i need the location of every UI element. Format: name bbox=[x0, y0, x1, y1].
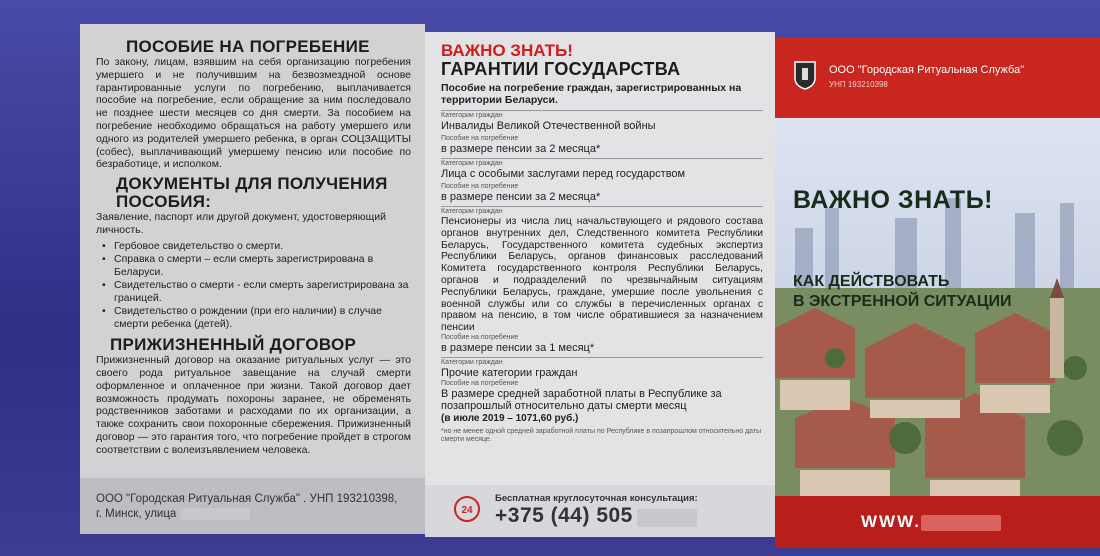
phone-24-label: 24 bbox=[461, 505, 473, 516]
cover-footer bbox=[775, 496, 1100, 548]
category-value: Лица с особыми заслугами перед государством bbox=[441, 168, 686, 180]
funeral-allowance-heading: ПОСОБИЕ НА ПОГРЕБЕНИЕ bbox=[126, 37, 370, 56]
category-label: Категории граждан bbox=[441, 208, 503, 215]
unp-number: УНП 193210398 bbox=[829, 80, 888, 89]
amount-label: Пособие на погребение bbox=[441, 333, 519, 341]
footnote: *но не менее одной средней заработной платы по Республике в позапрошлом относительно даты смерти месяце. bbox=[441, 428, 762, 444]
category-label: Категории граждан bbox=[441, 112, 503, 119]
category-value: Пенсионеры из числа лиц начальствующего и рядового состава органов внутренних дел, Следственного комитета Республики Беларусь, Государственного комитета судебных экспертиз Республики Беларусь, органов финансовых расследований Комитета государственного контроля Республики Беларусь, органов и подразделений по чрезвычайным ситуациям Республики Беларусь, граждане, умершие после увольнения с военной службы или со службы в перечисленных органах с правом на пенсию, в том числе обратившиеся за назначением пенсии bbox=[441, 216, 763, 334]
list-item bbox=[441, 206, 763, 354]
consultation-label: Бесплатная круглосуточная консультация: bbox=[495, 493, 698, 504]
shield-logo-icon bbox=[793, 60, 817, 90]
cover-subline bbox=[793, 272, 1012, 312]
left-panel bbox=[80, 24, 425, 534]
middle-panel bbox=[425, 32, 775, 537]
category-value: Прочие категории граждан bbox=[441, 367, 578, 380]
amount-label: Пособие на погребение bbox=[441, 379, 519, 387]
brand-name: ООО "Городская Ритуальная Служба" bbox=[829, 64, 1025, 76]
category-label: Категории граждан bbox=[441, 359, 503, 367]
important-heading: ВАЖНО ЗНАТЬ! bbox=[441, 41, 573, 60]
cover-subline-1: КАК ДЕЙСТВОВАТЬ bbox=[793, 273, 950, 290]
amount-value: в размере пенсии за 2 месяца* bbox=[441, 142, 601, 155]
brochure bbox=[80, 20, 1100, 550]
amount-value: В размере средней заработной платы в Республике за позапрошлый относительно даты смерти месяц bbox=[441, 387, 722, 413]
documents-text: Заявление, паспорт или другой документ, удостоверяющий личность. bbox=[96, 211, 386, 236]
middle-footer bbox=[425, 485, 775, 537]
amount-label: Пособие на погребение bbox=[441, 134, 519, 142]
blurred-website bbox=[921, 515, 1001, 531]
address-line: г. Минск, улица bbox=[96, 508, 177, 520]
blurred-phone bbox=[637, 509, 697, 527]
list-item bbox=[441, 158, 763, 203]
guarantees-subtitle: Пособие на погребение граждан, зарегистрированных на территории Беларуси. bbox=[441, 82, 742, 106]
company-line: ООО "Городская Ритуальная Служба" . УНП 193210398, bbox=[96, 493, 398, 505]
website-link[interactable] bbox=[861, 512, 1001, 532]
category-label: Категории граждан bbox=[441, 160, 503, 167]
lifetime-contract-text: Прижизненный договор на оказание ритуальных услуг — это своего рода ритуальное завещание на случай смерти оформленное и оплаченное при жизни. Такой договор дает возможность продумать похороны заранее, не обременять родственников заботами и расходами по их организации, а также сохранить свои похоронные сбережения. Прижизненный договор — это гарантия того, что погребение пройдет в строгом соответствии с волеизъявлением человека. bbox=[96, 354, 411, 456]
phone-24-icon bbox=[453, 495, 481, 523]
list-item bbox=[441, 110, 763, 155]
list-item: • Свидетельство о смерти - если смерть зарегистрирована за границей. bbox=[114, 279, 411, 304]
list-item: • Свидетельство о рождении (при его наличии) в случае смерти ребенка (детей). bbox=[114, 305, 411, 330]
left-footer bbox=[80, 478, 425, 534]
cover-subline-2: В ЭКСТРЕННОЙ СИТУАЦИИ bbox=[793, 293, 1012, 310]
list-item bbox=[441, 357, 763, 425]
list-item: • Гербовое свидетельство о смерти. bbox=[114, 240, 411, 253]
lifetime-contract-heading: ПРИЖИЗНЕННЫЙ ДОГОВОР bbox=[110, 335, 357, 355]
phone-number[interactable]: +375 (44) 505 bbox=[495, 504, 633, 527]
category-value: Инвалиды Великой Отечественной войны bbox=[441, 120, 656, 132]
amount-label: Пособие на погребение bbox=[441, 182, 519, 190]
documents-list bbox=[96, 240, 411, 331]
funeral-allowance-text: По закону, лицам, взявшим на себя организацию погребения умершего и не получившим на безвозмездной основе гарантированные услуги по погребению, выплачивается пособие на погребение, если обращение за ним последовало не позднее шести месяцев со дня смерти. За пособием на погребение необходимо обращаться на работу умершего или одного из родителей умершего ребенка, в орган СОЦЗАЩИТЫ (собес), выплачивающий умершему пенсию или пособие по безработице, и исполком. bbox=[96, 56, 411, 171]
list-item: • Справка о смерти – если смерть зарегистрирована в Беларуси. bbox=[114, 253, 411, 278]
july-note: (в июле 2019 – 1071,60 руб.) bbox=[441, 412, 579, 424]
amount-value: в размере пенсии за 1 месяц* bbox=[441, 341, 595, 354]
blurred-address bbox=[180, 508, 250, 520]
documents-heading: ДОКУМЕНТЫ ДЛЯ ПОЛУЧЕНИЯ ПОСОБИЯ: bbox=[116, 174, 388, 212]
website-prefix: WWW. bbox=[861, 512, 921, 531]
cover-panel bbox=[775, 38, 1100, 548]
cover-header bbox=[775, 38, 1100, 118]
amount-value: в размере пенсии за 2 месяца* bbox=[441, 190, 601, 203]
state-guarantees-heading: ГАРАНТИИ ГОСУДАРСТВА bbox=[441, 59, 681, 79]
cover-headline: ВАЖНО ЗНАТЬ! bbox=[793, 186, 993, 214]
